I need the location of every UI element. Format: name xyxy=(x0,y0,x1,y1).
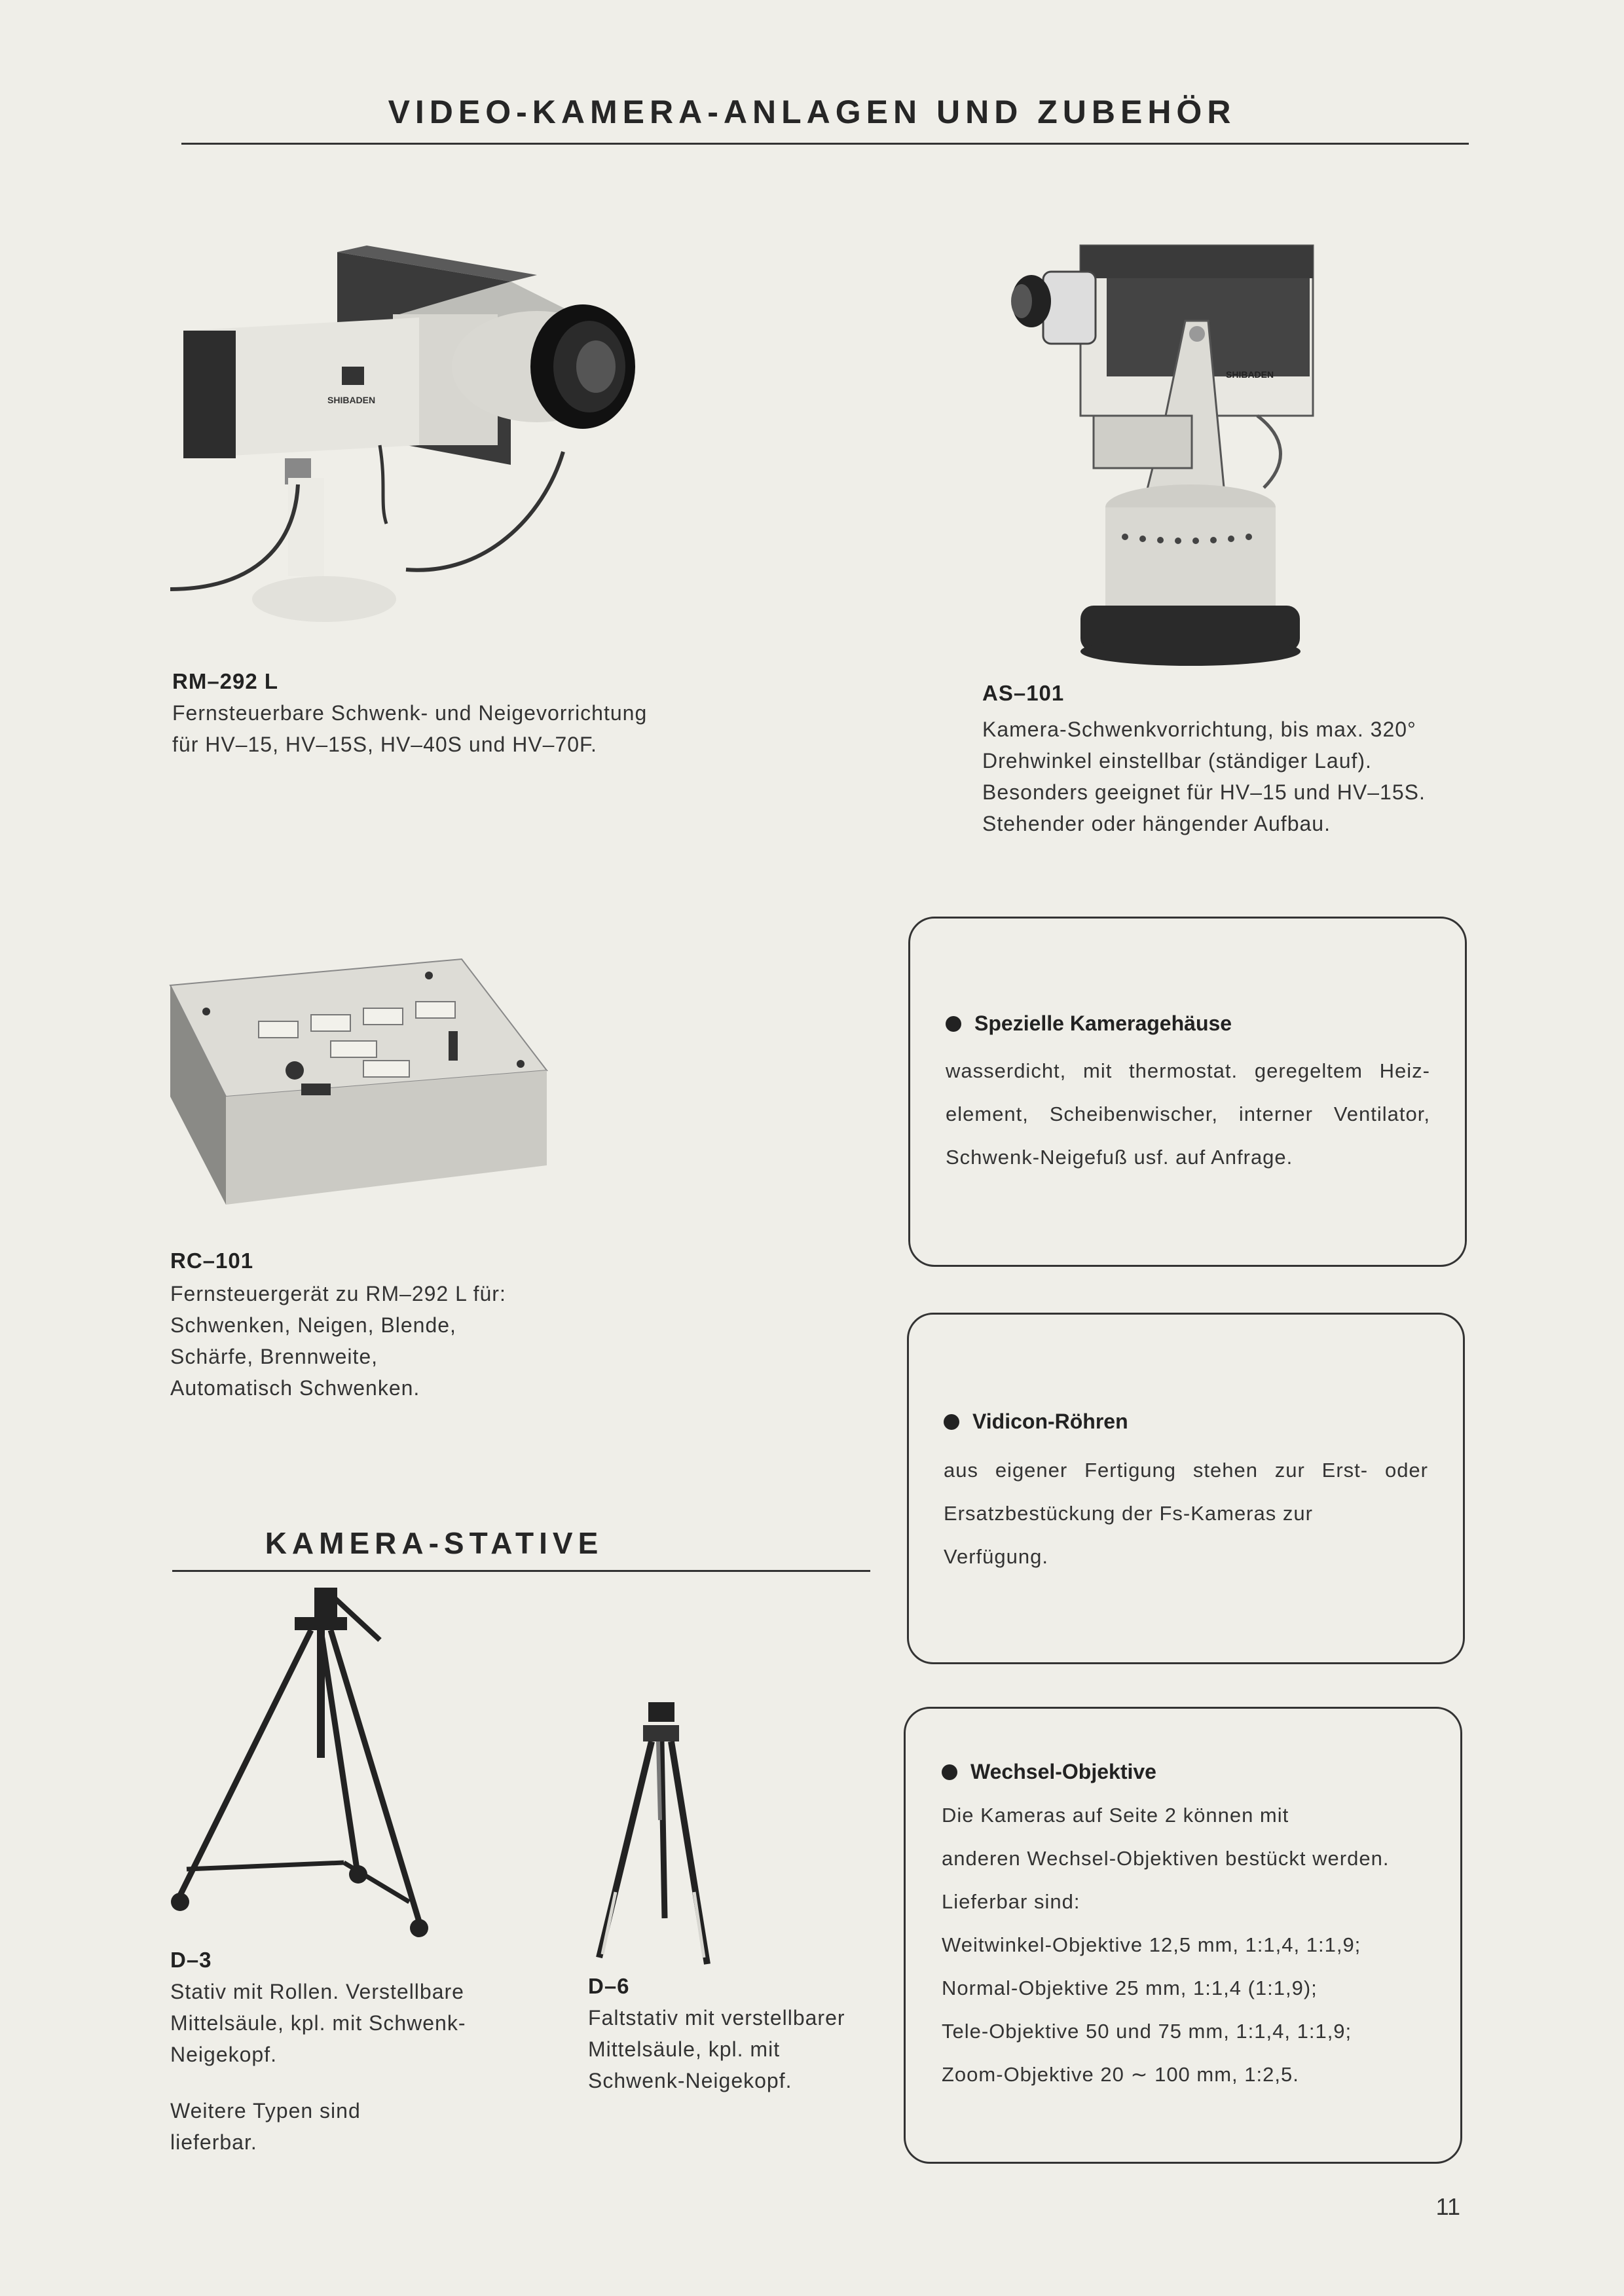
d6-model: D–6 xyxy=(588,1974,630,1998)
as101-photo xyxy=(982,239,1323,684)
box-wechsel-objektive-title: Wechsel-Objektive xyxy=(942,1760,1156,1784)
page-number: 11 xyxy=(1435,2193,1460,2220)
d3-note: Weitere Typen sind lieferbar. xyxy=(170,2099,361,2154)
rm292l-model: RM–292 L xyxy=(172,669,279,693)
rc101-model: RC–101 xyxy=(170,1248,254,1273)
rm292l-photo xyxy=(170,242,733,635)
as101-description: Kamera-Schwenkvorrichtung, bis max. 320° Drehwinkel einstellbar (ständiger Lauf). Besonders geeignet für HV–15 und HV–15S. Stehender oder hängender Aufbau. xyxy=(982,718,1426,835)
as101-model: AS–101 xyxy=(982,681,1065,705)
rm292l-brand: SHIBADEN xyxy=(327,395,376,405)
box-vidicon xyxy=(907,1313,1465,1664)
box-kameragehaeuse-text: wasserdicht, mit thermostat. geregeltem Heiz- element, Scheibenwischer, interner Ventilator, Schwenk-Neigefuß usf. auf Anfrage. xyxy=(946,1059,1430,1169)
box-kameragehaeuse xyxy=(908,917,1467,1267)
d6-photo xyxy=(589,1696,720,1977)
title-rule xyxy=(181,143,1469,145)
d3-description: Stativ mit Rollen. Verstellbare Mittelsäule, kpl. mit Schwenk- Neigekopf. xyxy=(170,1980,466,2066)
page-title: VIDEO-KAMERA-ANLAGEN UND ZUBEHÖR xyxy=(388,94,1236,130)
as101-brand: SHIBADEN xyxy=(1226,369,1274,380)
box-vidicon-title: Vidicon-Röhren xyxy=(944,1410,1128,1434)
rm292l-description: Fernsteuerbare Schwenk- und Neigevorrichtung für HV–15, HV–15S, HV–40S und HV–70F. xyxy=(172,701,648,756)
d3-model: D–3 xyxy=(170,1948,212,1972)
d6-description: Faltstativ mit verstellbarer Mittelsäule, kpl. mit Schwenk-Neigekopf. xyxy=(588,2006,845,2092)
box-wechsel-objektive-text: Die Kameras auf Seite 2 können mit anderen Wechsel-Objektiven bestückt werden. Lieferbar sind: Weitwinkel-Objektive 12,5 mm, 1:1,4, 1:1,9; Normal-Objektive 25 mm, 1:1,4 (1:1,9); Tele-Objektive 50 und 75 mm, 1:1,4, 1:1,9; Zoom-Objektive 20 ∼ 100 mm, 1:2,5. xyxy=(942,1804,1390,2086)
d3-photo xyxy=(167,1581,442,1954)
rc101-photo xyxy=(167,956,560,1211)
rc101-description: Fernsteuergerät zu RM–292 L für: Schwenken, Neigen, Blende, Schärfe, Brennweite, Automatisch Schwenken. xyxy=(170,1282,506,1400)
box-wechsel-objektive xyxy=(904,1707,1462,2164)
stative-heading: KAMERA-STATIVE xyxy=(265,1526,604,1560)
box-vidicon-text: aus eigener Fertigung stehen zur Erst- oder Ersatzbestückung der Fs-Kameras zur Verfügung. xyxy=(944,1459,1428,1568)
bullet-icon xyxy=(946,1016,961,1032)
bullet-icon xyxy=(944,1414,959,1430)
stative-rule xyxy=(172,1570,870,1572)
box-kameragehaeuse-title: Spezielle Kameragehäuse xyxy=(946,1011,1232,1036)
bullet-icon xyxy=(942,1764,957,1780)
